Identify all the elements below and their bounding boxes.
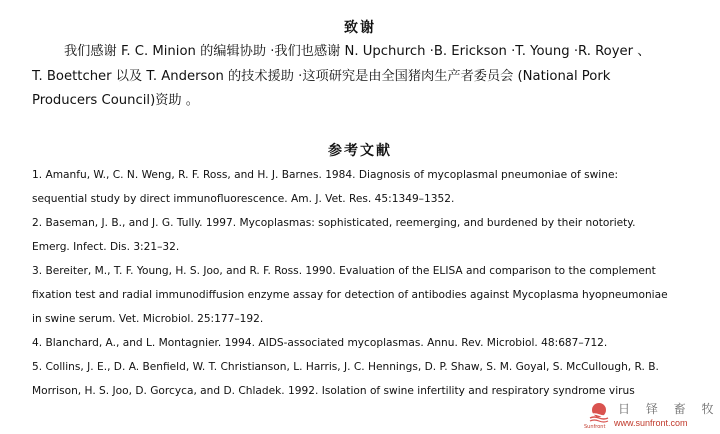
- references-heading: 参考文献: [328, 143, 392, 159]
- reference-line: 1. Amanfu, W., C. N. Weng, R. F. Ross, and H. J. Barnes. 1984. Diagnosis of mycoplasmal pneumoniae of swine:: [32, 169, 619, 181]
- acknowledgements-line: 我们感谢 F. C. Minion 的编辑协助 ·我们也感谢 N. Upchurch ·B. Erickson ·T. Young ·R. Royer 、: [64, 44, 651, 59]
- reference-line: in swine serum. Vet. Microbiol. 25:177–192.: [32, 313, 264, 325]
- acknowledgements-line: Producers Council)资助 。: [32, 93, 199, 108]
- reference-line: 3. Bereiter, M., T. F. Young, H. S. Joo, and R. F. Ross. 1990. Evaluation of the ELISA and comparison to the complement: [32, 265, 656, 277]
- acknowledgements-heading: 致谢: [344, 20, 376, 36]
- reference-line: Morrison, H. S. Joo, D. Gorcyca, and D. Chladek. 1992. Isolation of swine infertility and respiratory syndrome virus: [32, 385, 635, 397]
- acknowledgements-line: T. Boettcher 以及 T. Anderson 的技术援助 ·这项研究是由全国猪肉生产者委员会 (National Pork: [32, 69, 611, 84]
- reference-line: 5. Collins, J. E., D. A. Benfield, W. T. Christianson, L. Harris, J. C. Hennings, D. P. Shaw, S. M. Goyal, S. McCullough, R. B.: [32, 361, 659, 373]
- watermark-logo: [584, 398, 720, 432]
- watermark-sub: Sunfront: [584, 424, 606, 430]
- reference-line: sequential study by direct immunofluorescence. Am. J. Vet. Res. 45:1349–1352.: [32, 193, 455, 205]
- reference-line: 2. Baseman, J. B., and J. G. Tully. 1997. Mycoplasmas: sophisticated, reemerging, and burdened by their notoriety.: [32, 217, 636, 229]
- reference-line: fixation test and radial immunodiffusion enzyme assay for detection of antibodies against Mycoplasma hyopneumoniae: [32, 289, 668, 301]
- sun-over-waves-icon: [588, 401, 610, 423]
- watermark-name: 日 铎 畜 牧: [618, 402, 720, 416]
- reference-line: 4. Blanchard, A., and L. Montagnier. 1994. AIDS-associated mycoplasmas. Annu. Rev. Microbiol. 48:687–712.: [32, 337, 608, 349]
- reference-line: Emerg. Infect. Dis. 3:21–32.: [32, 241, 180, 253]
- watermark-url: www.sunfront.com: [614, 418, 688, 428]
